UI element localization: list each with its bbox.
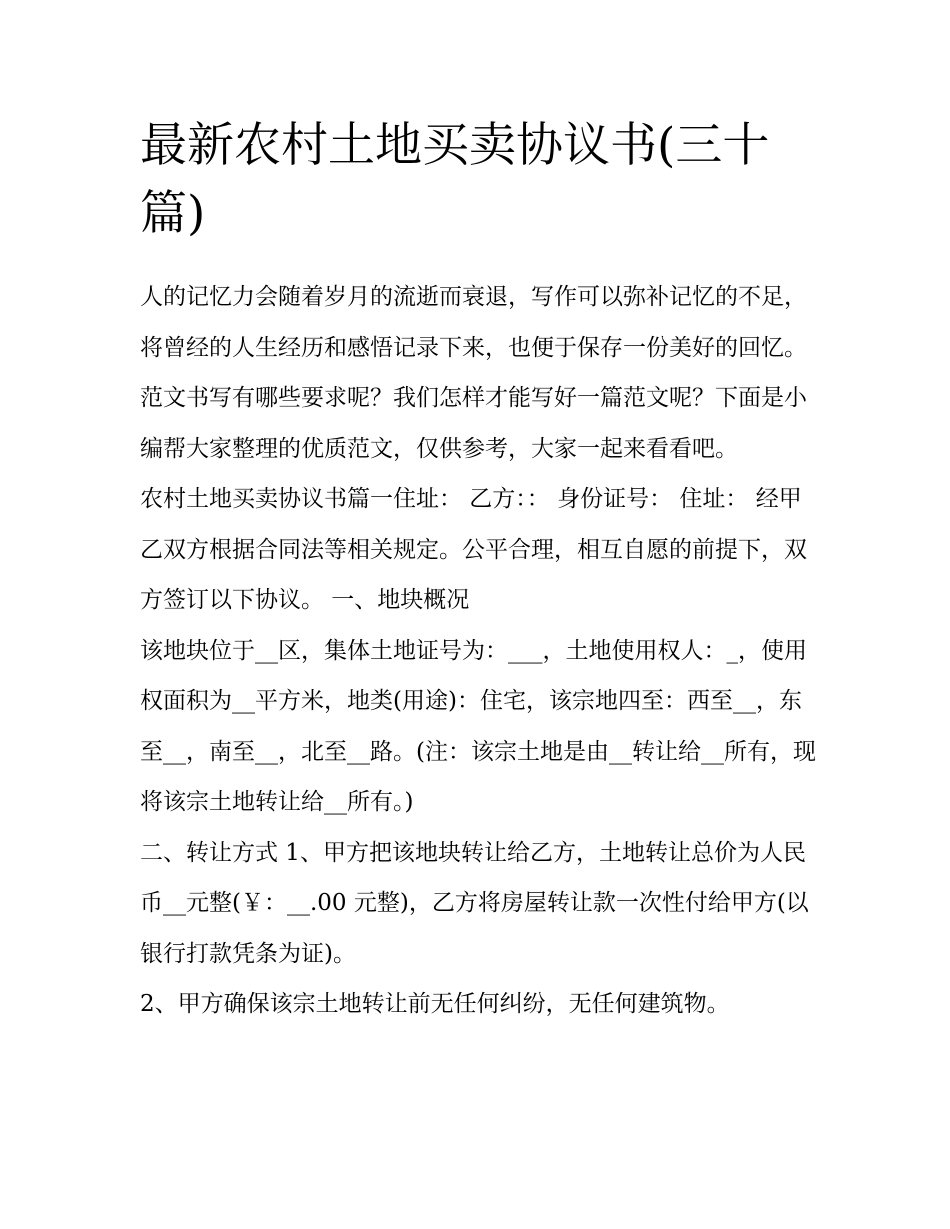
document-title: 最新农村土地买卖协议书(三十篇): [140, 118, 770, 241]
paragraph-transfer-method: 二、转让方式 1、甲方把该地块转让给乙方，土地转让总价为人民币__元整(￥：__.00 元整)，乙方将房屋转让款一次性付给甲方(以银行打款凭条为证)。: [140, 839, 809, 967]
paragraph-parties: 农村土地买卖协议书篇一住址： 乙方：： 身份证号： 住址： 经甲乙双方根据合同法等相关规定。公平合理，相互自愿的前提下，双方签订以下协议。 一、地块概况: [140, 486, 807, 613]
paragraph-land-overview: 该地块位于__区，集体土地证号为：___，土地使用权人：_，使用权面积为__平方米，地类(用途)：住宅，该宗地四至：西至__，东至__，南至__，北至__路。(注：该宗土地是由__转让给__所有，现将该宗土地转让给__所有。): [140, 637, 816, 815]
document-body: [140, 112, 820, 1030]
paragraph-intro: 人的记忆力会随着岁月的流逝而衰退，写作可以弥补记忆的不足，将曾经的人生经历和感悟记录下来，也便于保存一份美好的回忆。范文书写有哪些要求呢？我们怎样才能写好一篇范文呢？下面是小编帮大家整理的优质范文，仅供参考，大家一起来看看吧。: [140, 284, 807, 462]
paragraph-guarantee: 2、甲方确保该宗土地转让前无任何纠纷，无任何建筑物。: [140, 991, 730, 1017]
